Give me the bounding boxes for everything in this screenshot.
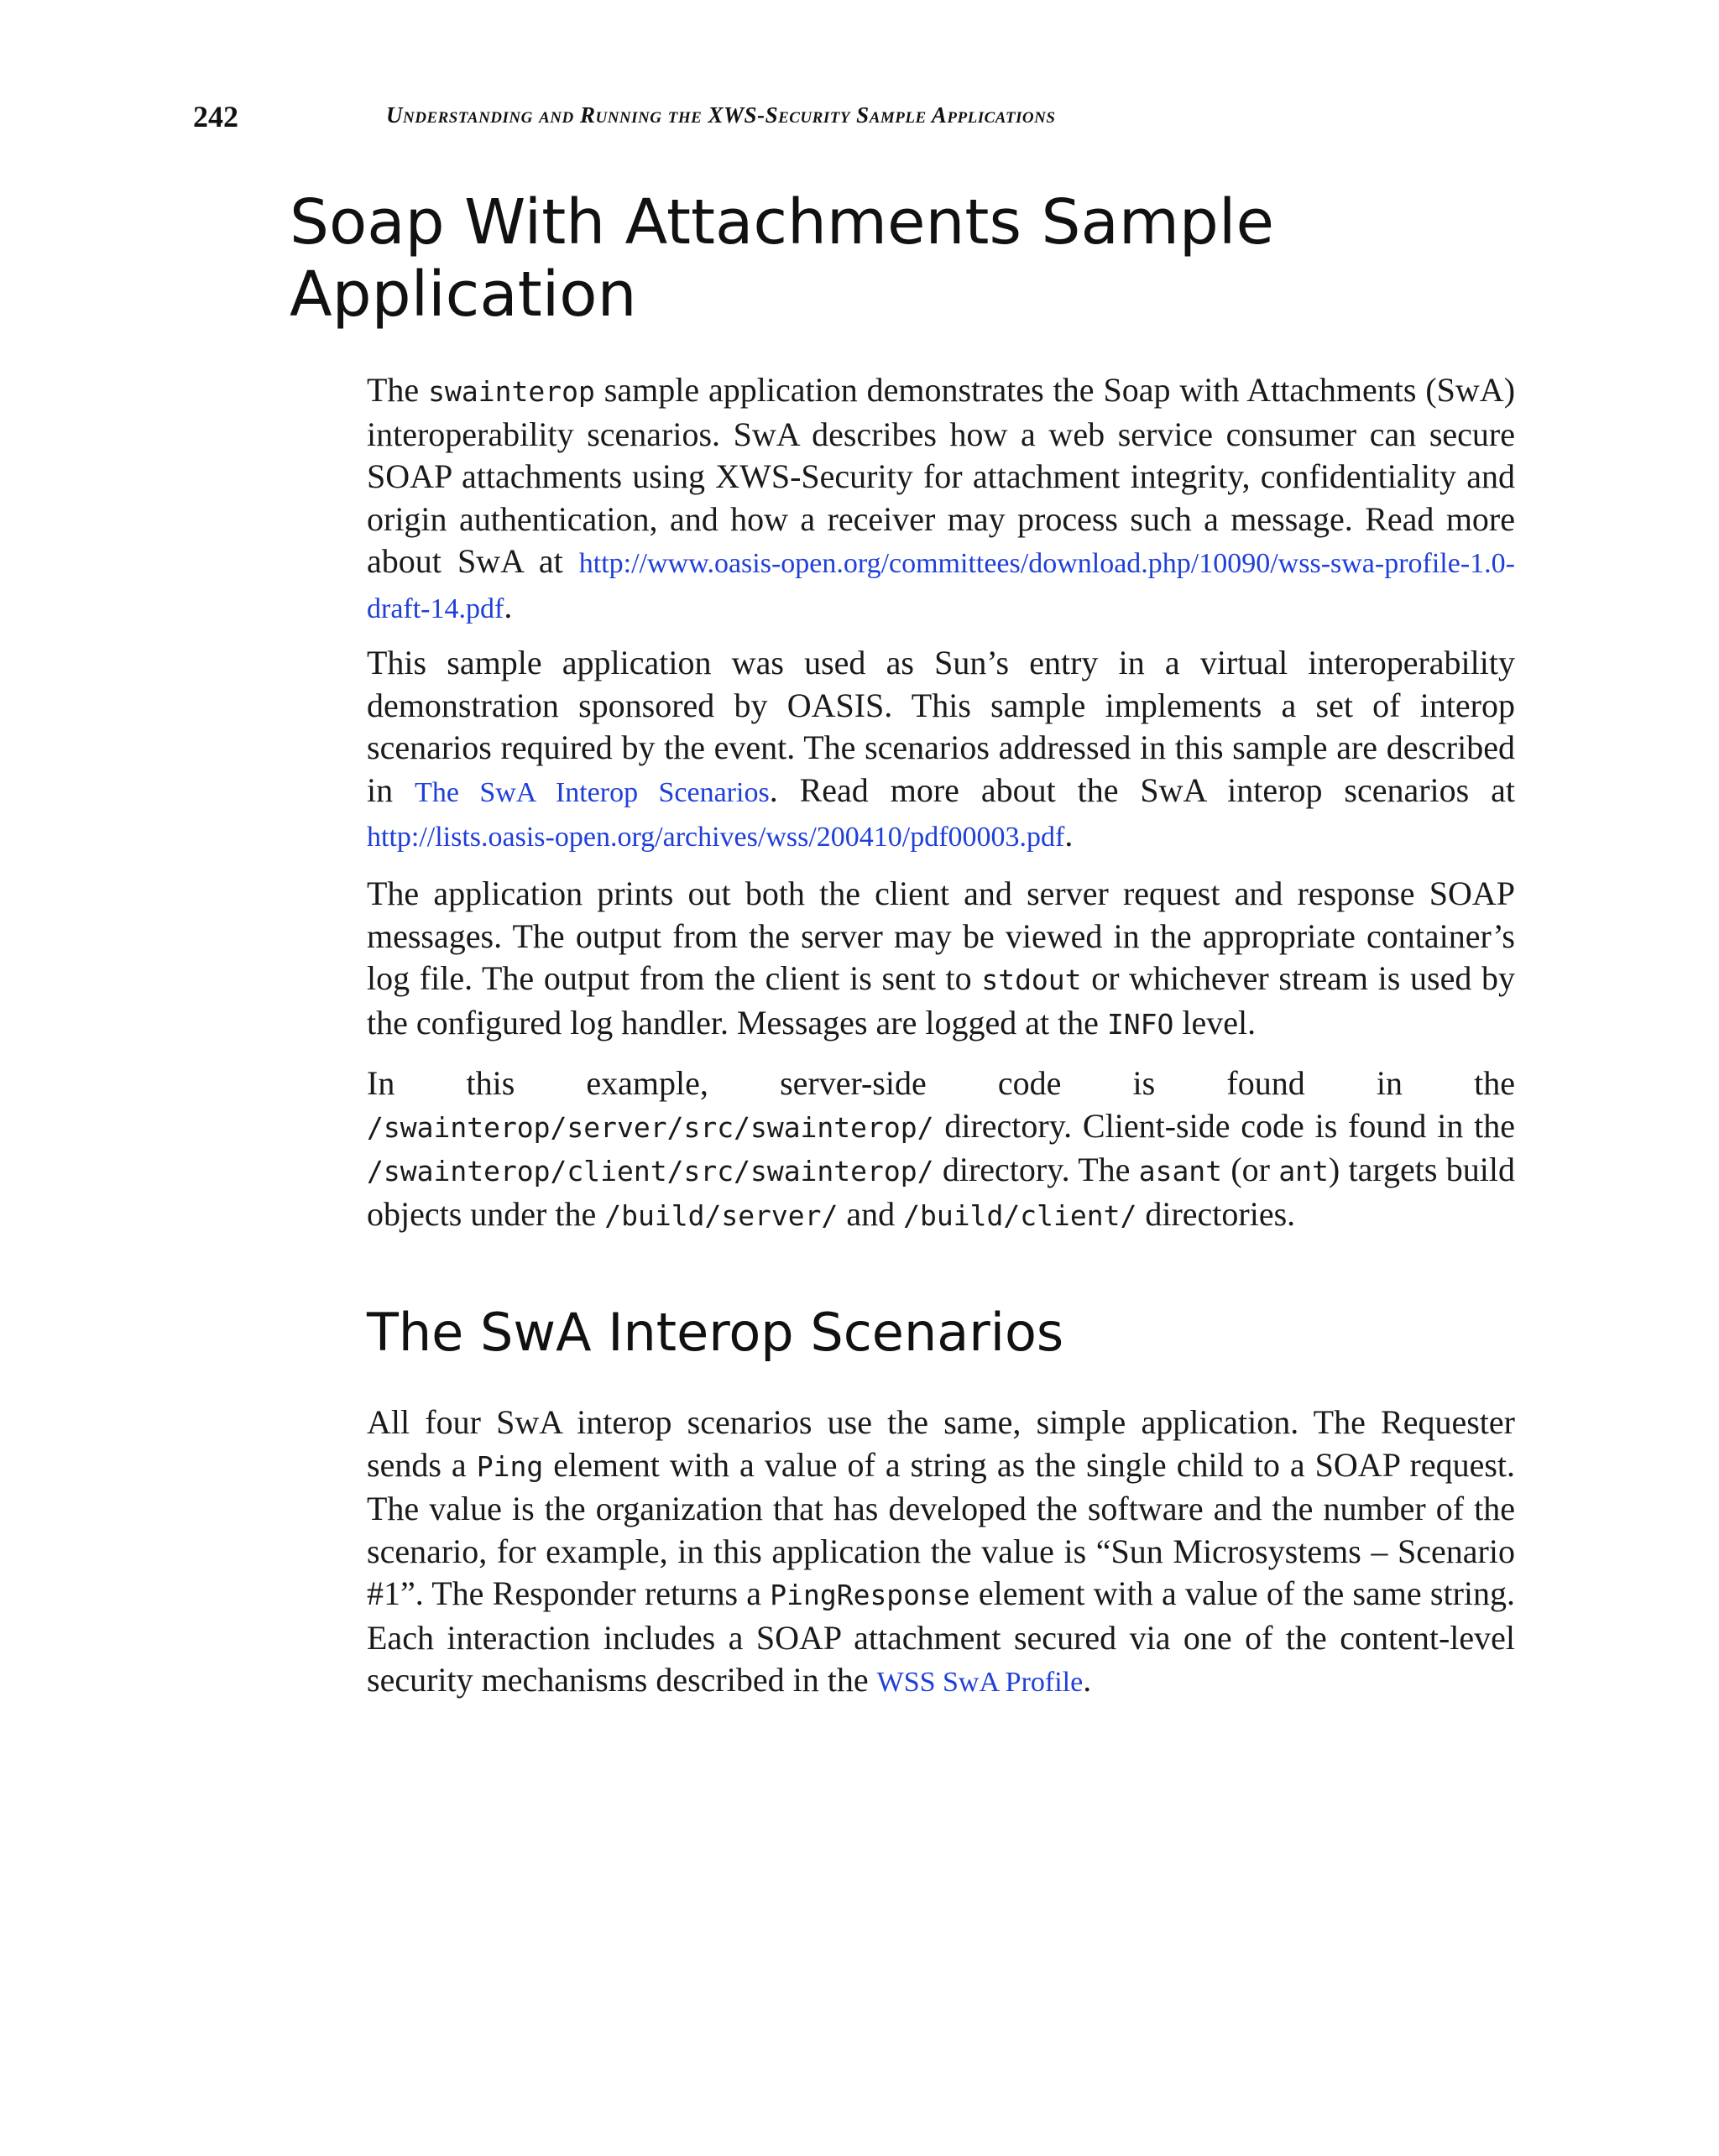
text-run: element with a value of the same string. Each interaction includes a SOAP attachment secured via one of the content-level security mechanisms described in the — [367, 1574, 1516, 1699]
text-run: . — [504, 587, 513, 625]
text-run: directories. — [1136, 1194, 1296, 1233]
text-run: The application prints out both the client and server request and response SOAP messages. The output from the server may be viewed in the appropriate container’s log file. The output from the client is sent to — [367, 874, 1515, 997]
link-wss-swa-profile[interactable]: WSS SwA Profile — [876, 1667, 1084, 1698]
text-run: and — [838, 1194, 904, 1233]
link-swa-interop-scenarios[interactable]: The SwA Interop Scenarios — [415, 776, 770, 808]
code-asant: asant — [1138, 1155, 1223, 1188]
code-build-server-path: /build/server/ — [604, 1198, 839, 1232]
code-stdout: stdout — [981, 963, 1082, 996]
code-server-src-path: /swainterop/server/src/swainterop/ — [367, 1110, 934, 1144]
code-build-client-path: /build/client/ — [903, 1198, 1137, 1232]
running-header — [193, 99, 1536, 141]
text-run: level. — [1173, 1003, 1257, 1041]
paragraph-directories — [367, 1062, 1515, 1237]
running-title: Understanding and Running the XWS-Security Sample Applications — [386, 102, 1056, 128]
page-number: 242 — [193, 100, 238, 133]
code-ant: ant — [1278, 1155, 1329, 1188]
text-run: In this example, server-side code is found in the — [367, 1064, 1515, 1102]
text-run: This sample application was used as Sun’s entry in a virtual interoperability demonstration sponsored by OASIS. This sample implements a set of interop scenarios required by the event. The scenarios addressed in this sample are described in — [367, 644, 1515, 809]
code-ping: Ping — [476, 1449, 544, 1483]
paragraph-scenarios — [367, 1402, 1515, 1704]
text-run: directory. Client-side code is found in the — [933, 1106, 1515, 1145]
text-run: The — [367, 371, 429, 409]
paragraph-output — [367, 873, 1515, 1046]
text-run: directory. The — [933, 1151, 1139, 1188]
text-run: . Read more about the SwA interop scenarios at — [769, 770, 1515, 809]
text-run: element with a value of a string as the single child to a SOAP request. The value is the organization that has developed the software and the number of the scenario, for example, in this application the value is “Sun Microsystems – Scenario #1”. The Responder returns a — [367, 1445, 1516, 1612]
text-run: or whichever stream is used by the configured log handler. Messages are logged at the — [367, 959, 1515, 1041]
text-run: sample application demonstrates the Soap with Attachments (SwA) interoperability scenarios. SwA describes how a web service consumer can secure SOAP attachments using XWS-Security for attachment integrity, confidentiality and origin authentication, and how a receiver may process such a message. Read more about SwA at — [367, 371, 1516, 580]
text-run: All four SwA interop scenarios use the same, simple application. The Requester sends a — [367, 1403, 1515, 1484]
text-run: . — [1083, 1661, 1092, 1699]
text-run: (or — [1222, 1151, 1279, 1188]
code-pingresponse: PingResponse — [770, 1579, 970, 1611]
text-run: . — [1064, 816, 1074, 854]
paragraph-oasis-demo — [367, 642, 1515, 859]
link-swa-profile-url[interactable]: http://www.oasis-open.org/committees/download.php/10090/wss-swa-profile-1.0-draft-14.pdf — [367, 548, 1515, 624]
code-info: INFO — [1106, 1007, 1174, 1041]
paragraph-intro — [367, 369, 1515, 630]
code-swainterop: swainterop — [428, 375, 595, 408]
text-run: ) targets build objects under the — [367, 1151, 1515, 1233]
section-title: The SwA Interop Scenarios — [367, 1302, 1064, 1363]
code-client-src-path: /swainterop/client/src/swainterop/ — [367, 1155, 934, 1188]
chapter-title: Soap With Attachments Sample Application — [290, 186, 1274, 331]
link-oasis-archive-url[interactable]: http://lists.oasis-open.org/archives/wss/200410/pdf00003.pdf — [367, 822, 1065, 853]
